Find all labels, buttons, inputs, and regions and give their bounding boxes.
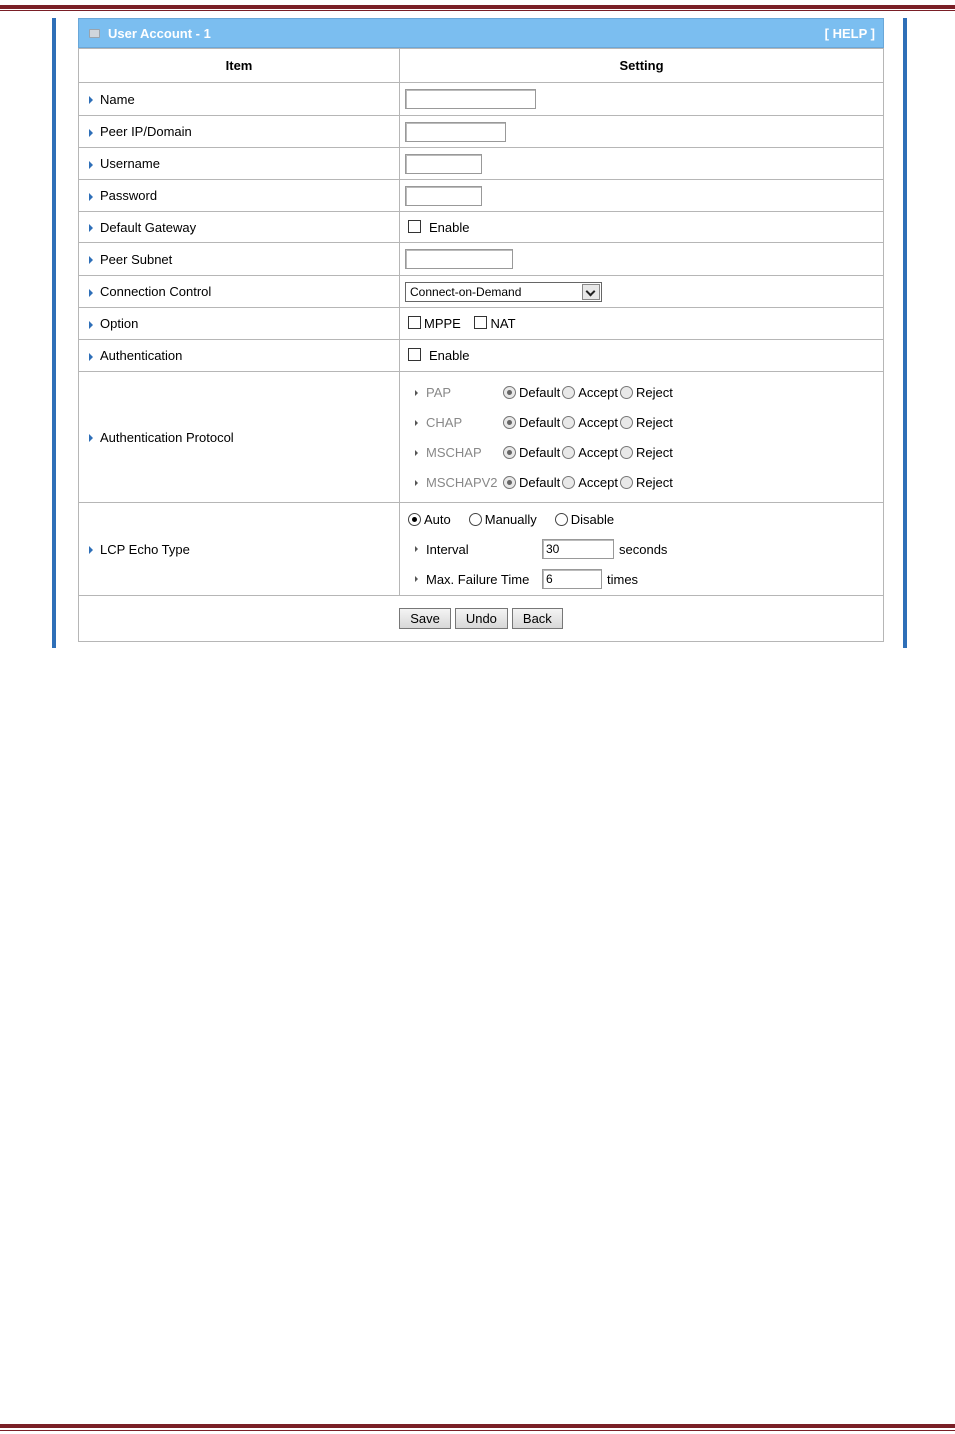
bullet-arrow-icon [415, 390, 418, 396]
chap-reject-label: Reject [635, 414, 673, 430]
row-auth-protocol [79, 372, 884, 503]
option-label: Option [100, 316, 139, 331]
page-top-rule [0, 5, 955, 9]
lcp-failure-row [405, 564, 883, 594]
lcp-interval-row [405, 534, 883, 564]
pap-reject-radio[interactable] [620, 386, 633, 399]
mschapv2-label: MSCHAPV2 [426, 474, 498, 490]
mschapv2-reject-label: Reject [635, 474, 673, 490]
mschap-label: MSCHAP [426, 444, 482, 460]
interval-label: Interval [426, 541, 469, 557]
bullet-arrow-icon [89, 193, 93, 201]
default-gateway-enable-label: Enable [429, 219, 470, 235]
pap-accept-label: Accept [578, 384, 618, 400]
chap-default-radio[interactable] [503, 416, 516, 429]
page-bottom-rule-thin [0, 1430, 955, 1431]
panel-title: User Account - 1 [108, 25, 211, 41]
row-buttons [79, 596, 884, 642]
failure-label: Max. Failure Time [426, 571, 530, 587]
help-link[interactable]: [ HELP ] [824, 25, 875, 41]
row-default-gateway [79, 212, 884, 243]
mschapv2-accept-radio[interactable] [562, 476, 575, 489]
mschap-accept-radio[interactable] [562, 446, 575, 459]
peer-subnet-input[interactable] [405, 249, 513, 269]
lcp-auto-label: Auto [424, 511, 451, 527]
chevron-down-icon[interactable] [582, 284, 600, 300]
content-frame [52, 18, 907, 648]
row-password [79, 180, 884, 212]
bullet-arrow-icon [415, 450, 418, 456]
mschapv2-reject-radio[interactable] [620, 476, 633, 489]
chap-reject-radio[interactable] [620, 416, 633, 429]
mschap-accept-label: Accept [578, 444, 618, 460]
row-authentication [79, 340, 884, 372]
protocol-row-mschap [405, 437, 883, 467]
bullet-arrow-icon [89, 321, 93, 329]
mschap-reject-radio[interactable] [620, 446, 633, 459]
authentication-enable-label: Enable [429, 348, 470, 363]
table-header [79, 49, 884, 83]
bullet-arrow-icon [89, 289, 93, 297]
bullet-arrow-icon [89, 353, 93, 361]
bullet-arrow-icon [89, 224, 93, 232]
page-bottom-rule [0, 1424, 955, 1428]
peer-ip-label: Peer IP/Domain [100, 124, 192, 139]
mppe-label: MPPE [424, 316, 461, 331]
failure-unit: times [607, 571, 639, 587]
pap-default-radio[interactable] [503, 386, 516, 399]
authentication-label: Authentication [100, 348, 183, 363]
mschapv2-default-label: Default [519, 474, 561, 490]
protocol-row-pap [405, 377, 883, 407]
chap-accept-radio[interactable] [562, 416, 575, 429]
password-label: Password [100, 188, 158, 203]
row-peer-ip [79, 116, 884, 148]
nat-label: NAT [490, 316, 516, 331]
username-label: Username [100, 156, 160, 171]
back-button[interactable]: Back [512, 608, 563, 629]
bullet-arrow-icon [89, 546, 93, 554]
lcp-manually-label: Manually [484, 511, 537, 527]
chap-label: CHAP [426, 414, 463, 430]
peer-ip-input[interactable] [405, 122, 506, 142]
setting-header: Setting [400, 49, 884, 83]
default-gateway-label: Default Gateway [100, 219, 197, 235]
undo-button[interactable]: Undo [455, 608, 508, 629]
auth-protocol-label: Authentication Protocol [100, 429, 234, 445]
interval-unit: seconds [619, 541, 668, 557]
protocol-row-chap [405, 407, 883, 437]
row-username [79, 148, 884, 180]
lcp-mode-row [405, 504, 883, 534]
settings-table [78, 48, 884, 642]
row-option [79, 308, 884, 340]
row-name [79, 83, 884, 116]
mschap-default-radio[interactable] [503, 446, 516, 459]
lcp-auto-radio[interactable] [408, 513, 421, 526]
interval-input[interactable] [542, 539, 614, 559]
username-input[interactable] [405, 154, 482, 174]
save-button[interactable]: Save [399, 608, 451, 629]
page-top-rule-thin [0, 10, 955, 11]
peer-subnet-label: Peer Subnet [100, 251, 173, 267]
user-account-panel [78, 18, 884, 642]
lcp-disable-radio[interactable] [555, 513, 568, 526]
pap-accept-radio[interactable] [562, 386, 575, 399]
bullet-arrow-icon [89, 129, 93, 137]
bullet-arrow-icon [89, 434, 93, 442]
row-peer-subnet [79, 243, 884, 276]
panel-icon [89, 29, 100, 38]
bullet-arrow-icon [89, 161, 93, 169]
bullet-arrow-icon [89, 96, 93, 104]
item-header: Item [79, 49, 400, 83]
lcp-manually-radio[interactable] [469, 513, 482, 526]
nat-checkbox[interactable] [474, 316, 487, 329]
chap-default-label: Default [519, 414, 561, 430]
failure-input[interactable] [542, 569, 602, 589]
name-input[interactable] [405, 89, 536, 109]
row-lcp-echo [79, 503, 884, 596]
lcp-echo-label: LCP Echo Type [100, 541, 190, 557]
mschapv2-accept-label: Accept [578, 474, 618, 490]
default-gateway-checkbox[interactable] [408, 220, 421, 233]
connection-control-value: Connect-on-Demand [410, 284, 522, 299]
mschap-default-label: Default [519, 444, 561, 460]
pap-default-label: Default [519, 384, 561, 400]
authentication-checkbox[interactable] [408, 348, 421, 361]
bullet-arrow-icon [415, 546, 418, 552]
password-input[interactable] [405, 186, 482, 206]
pap-label: PAP [426, 384, 452, 400]
pap-reject-label: Reject [635, 384, 673, 400]
bullet-arrow-icon [415, 576, 418, 582]
bullet-arrow-icon [415, 480, 418, 486]
bullet-arrow-icon [89, 256, 93, 264]
panel-title-bar [78, 18, 884, 48]
connection-control-select[interactable] [405, 282, 602, 302]
mschap-reject-label: Reject [635, 444, 673, 460]
name-label: Name [100, 91, 135, 107]
mschapv2-default-radio[interactable] [503, 476, 516, 489]
row-connection-control [79, 276, 884, 308]
chap-accept-label: Accept [578, 414, 618, 430]
mppe-checkbox[interactable] [408, 316, 421, 329]
bullet-arrow-icon [415, 420, 418, 426]
lcp-disable-label: Disable [570, 511, 615, 527]
protocol-row-mschapv2 [405, 467, 883, 497]
connection-control-label: Connection Control [100, 284, 212, 299]
